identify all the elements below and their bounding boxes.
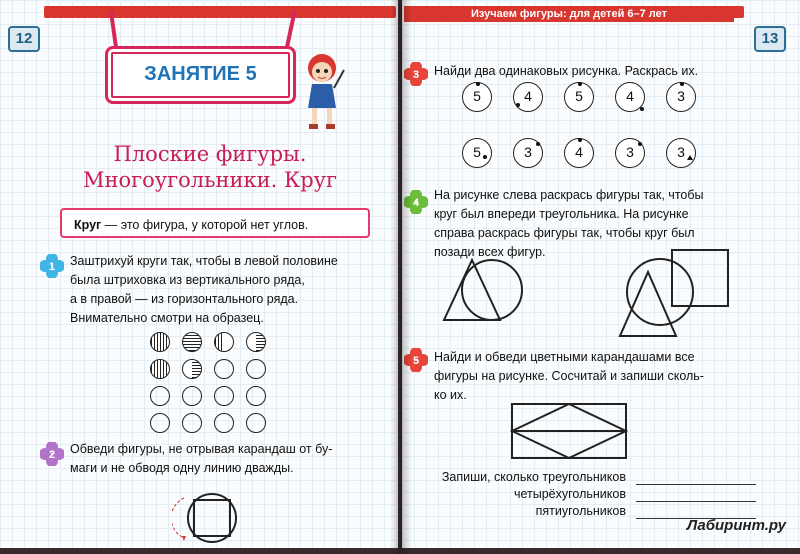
number-circle[interactable]: 3 <box>666 138 696 168</box>
number-circle[interactable]: 5 <box>462 138 492 168</box>
number-circle[interactable]: 5 <box>462 82 492 112</box>
empty-circle[interactable] <box>246 413 266 433</box>
task-text-line: ко их. <box>434 388 467 402</box>
task-text-line: Найди два одинаковых рисунка. Раскрась их. <box>434 64 699 78</box>
task-text-line: фигуры на рисунке. Сосчитай и запиши сколь- <box>434 369 704 383</box>
book-header-banner: Изучаем фигуры: для детей 6–7 лет <box>404 6 734 22</box>
book-gutter <box>390 0 412 554</box>
empty-circle[interactable] <box>182 386 202 406</box>
circle-triangle-figure-left[interactable] <box>440 258 530 340</box>
number-circle[interactable]: 4 <box>564 138 594 168</box>
number-circles-row-2 <box>462 138 696 168</box>
task-text-line: Заштрихуй круги так, чтобы в левой половине <box>70 254 338 268</box>
task-text-line: Найди и обведи цветными карандашами все <box>434 350 695 364</box>
definition-text: — это фигура, у которой нет углов. <box>101 218 309 232</box>
hatched-circle-sample <box>150 359 170 379</box>
number-circle[interactable]: 4 <box>615 82 645 112</box>
quadrilaterals-prompt: четырёхугольников <box>513 487 626 501</box>
triangles-answer-line[interactable] <box>636 484 756 485</box>
empty-circle[interactable] <box>246 386 266 406</box>
empty-circle[interactable] <box>214 359 234 379</box>
task-text-line: позади всех фигур. <box>434 245 546 259</box>
empty-circle[interactable] <box>214 413 234 433</box>
heading-line-1: Плоские фигуры. <box>113 142 307 166</box>
hatched-circle-sample <box>182 359 202 379</box>
hatched-circle-sample <box>182 332 202 352</box>
definition-term: Круг <box>74 218 102 232</box>
watermark: Лабиринт.ру <box>686 517 786 534</box>
svg-text:5: 5 <box>412 355 420 367</box>
task-1-flower-icon <box>40 254 64 278</box>
pencil-decoration <box>44 6 396 18</box>
task-1-text <box>70 252 380 328</box>
task-2-flower-icon <box>40 442 64 466</box>
circle-triangle-square-figure-right[interactable] <box>612 244 762 340</box>
rectangle-rhombus-figure[interactable] <box>510 402 630 462</box>
page-number-right: 13 <box>754 26 786 52</box>
task-2-text <box>70 440 380 478</box>
number-circle[interactable]: 3 <box>513 138 543 168</box>
empty-circle[interactable] <box>150 413 170 433</box>
lesson-title: ЗАНЯТИЕ 5 <box>144 63 257 85</box>
hatched-circle-sample <box>150 332 170 352</box>
task-text-line: Обведи фигуры, не отрывая карандаш от бу- <box>70 442 333 456</box>
svg-text:3: 3 <box>412 69 420 81</box>
task-text-line: была штриховка из вертикального ряда, <box>70 273 305 287</box>
number-circle[interactable]: 3 <box>666 82 696 112</box>
pentagons-prompt: пятиугольников <box>535 504 626 518</box>
number-circle[interactable]: 5 <box>564 82 594 112</box>
svg-text:2: 2 <box>48 449 56 461</box>
task-text-line: маги и не обводя одну линию дважды. <box>70 461 294 475</box>
task-text-line: Внимательно смотри на образец. <box>70 311 264 325</box>
definition-box <box>60 208 370 238</box>
empty-circle[interactable] <box>182 413 202 433</box>
task-text-line: круг был впереди треугольника. На рисунке <box>434 207 689 221</box>
number-circle[interactable]: 4 <box>513 82 543 112</box>
svg-text:1: 1 <box>48 261 56 273</box>
left-page <box>0 0 398 548</box>
lesson-title-box <box>105 46 296 104</box>
task-text-line: справа раскрась фигуры так, чтобы круг был <box>434 226 695 240</box>
task-text-line: а в правой — из горизонтального ряда. <box>70 292 299 306</box>
triangles-prompt: Запиши, сколько треугольников <box>441 470 626 484</box>
girl-illustration <box>298 48 348 134</box>
page-number-left: 12 <box>8 26 40 52</box>
task-text-line: На рисунке слева раскрась фигуры так, чтобы <box>434 188 704 202</box>
svg-text:4: 4 <box>412 197 420 209</box>
number-circles-row-1 <box>462 82 696 112</box>
empty-circle[interactable] <box>150 386 170 406</box>
heading-line-2: Многоугольники. Круг <box>82 168 338 192</box>
empty-circle[interactable] <box>214 386 234 406</box>
quadrilaterals-answer-line[interactable] <box>636 501 756 502</box>
trace-figure-drawing[interactable] <box>172 486 252 546</box>
task-3-text <box>434 62 774 81</box>
task-5-text <box>434 348 774 405</box>
hatched-circle-sample <box>246 332 266 352</box>
hatching-circles-grid <box>150 332 266 440</box>
empty-circle[interactable] <box>246 359 266 379</box>
hatched-circle-sample <box>214 332 234 352</box>
number-circle[interactable]: 3 <box>615 138 645 168</box>
